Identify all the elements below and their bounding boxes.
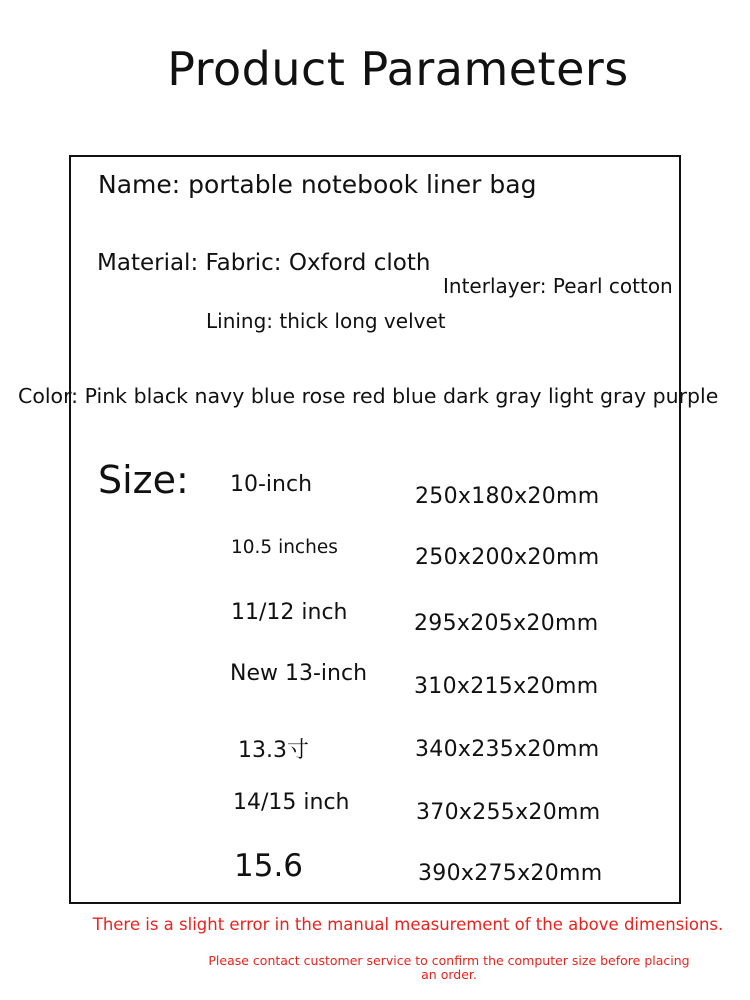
size-dim-10-5: 250x200x20mm (415, 545, 600, 570)
size-label-new-13: New 13-inch (230, 661, 368, 686)
size-dim-new-13: 310x215x20mm (414, 674, 599, 699)
size-dim-13-3: 340x235x20mm (415, 737, 600, 762)
contact-service-note: Please contact customer service to confirm the computer size before placing an order. (208, 953, 690, 982)
size-label-15-6: 15.6 (234, 848, 304, 884)
size-label-14-15: 14/15 inch (233, 790, 350, 815)
size-dim-10: 250x180x20mm (415, 484, 600, 509)
lining-line: Lining: thick long velvet (206, 309, 446, 333)
interlayer-line: Interlayer: Pearl cotton (443, 274, 673, 298)
size-label-13-3: 13.3寸 (238, 738, 309, 763)
material-line: Material: Fabric: Oxford cloth (97, 250, 431, 276)
size-heading: Size: (98, 458, 189, 502)
size-dim-11-12: 295x205x20mm (414, 611, 599, 636)
size-label-11-12: 11/12 inch (231, 600, 348, 625)
size-dim-14-15: 370x255x20mm (416, 800, 601, 825)
size-dim-15-6: 390x275x20mm (418, 861, 603, 886)
size-label-10: 10-inch (230, 472, 313, 497)
product-name: Name: portable notebook liner bag (98, 170, 537, 199)
measurement-error-note: There is a slight error in the manual measurement of the above dimensions. (92, 915, 724, 934)
color-line: Color: Pink black navy blue rose red blue dark gray light gray purple (18, 384, 719, 408)
page-title: Product Parameters (167, 42, 629, 96)
size-label-10-5: 10.5 inches (231, 537, 338, 558)
